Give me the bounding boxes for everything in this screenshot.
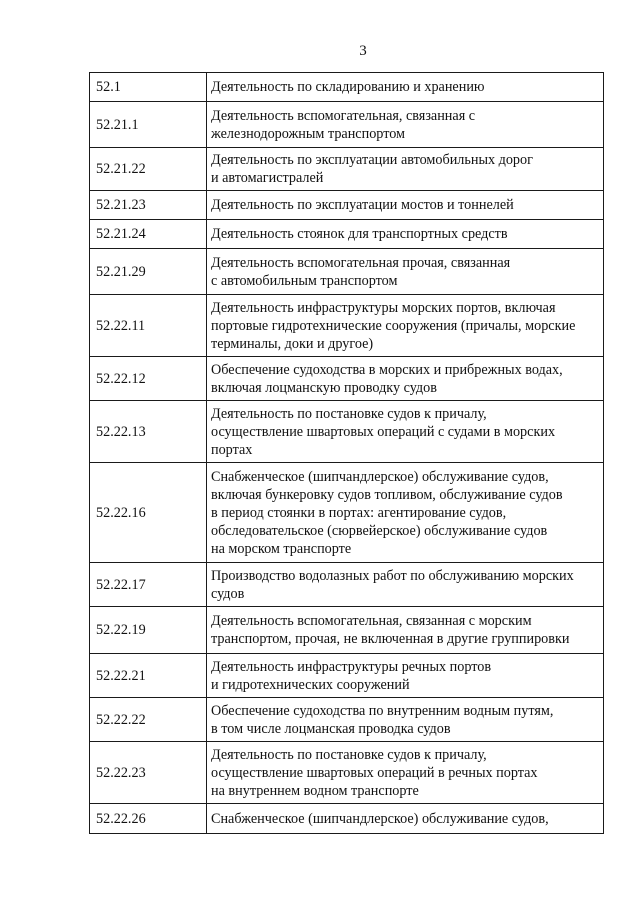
description-line: осуществление швартовых операций в речных портах	[211, 764, 538, 781]
description-line: и гидротехнических сооружений	[211, 676, 410, 693]
activity-code: 52.22.13	[90, 401, 207, 463]
description-line: осуществление швартовых операций с судами в морских	[211, 423, 556, 440]
description-line: Производство водолазных работ по обслуживанию морских	[211, 567, 574, 584]
table-row	[90, 401, 604, 463]
activity-code: 52.21.24	[90, 220, 207, 249]
activity-code: 52.21.22	[90, 148, 207, 191]
activity-code: 52.22.12	[90, 357, 207, 401]
description-line: Обеспечение судоходства по внутренним водным путям,	[211, 702, 554, 719]
table-row	[90, 295, 604, 357]
activity-code: 52.21.23	[90, 191, 207, 220]
description-line: транспортом, прочая, не включенная в другие группировки	[211, 631, 570, 647]
activity-description	[207, 295, 604, 357]
activity-description	[207, 401, 604, 463]
description-line: Деятельность по постановке судов к причалу,	[211, 405, 487, 422]
activity-description	[207, 191, 604, 220]
description-line: на внутреннем водном транспорте	[211, 782, 419, 799]
table-body	[90, 73, 604, 834]
activity-description	[207, 742, 604, 804]
activity-code: 52.22.11	[90, 295, 207, 357]
description-line: портовые гидротехнические сооружения (причалы, морские	[211, 317, 576, 334]
description-line: Деятельность по эксплуатации мостов и тоннелей	[211, 197, 514, 213]
page-number: 3	[359, 43, 367, 59]
activity-code: 52.21.29	[90, 249, 207, 295]
activity-description	[207, 357, 604, 401]
table-row	[90, 357, 604, 401]
description-line: включая лоцманскую проводку судов	[211, 379, 437, 396]
description-line: судов	[211, 585, 245, 602]
description-line: Деятельность вспомогательная, связанная с	[211, 107, 476, 124]
description-line: обследовательское (сюрвейерское) обслуживание судов	[211, 522, 548, 539]
table-row	[90, 148, 604, 191]
description-line: на морском транспорте	[211, 540, 352, 557]
activity-codes-table	[89, 72, 604, 834]
description-line: терминалы, доки и другое)	[211, 335, 374, 352]
activity-description	[207, 804, 604, 834]
description-line: железнодорожным транспортом	[211, 125, 406, 142]
table-row	[90, 220, 604, 249]
table-row	[90, 563, 604, 607]
description-line: Снабженческое (шипчандлерское) обслуживание судов,	[211, 810, 549, 827]
activity-code: 52.22.17	[90, 563, 207, 607]
description-line: в период стоянки в портах: агентирование судов,	[211, 504, 507, 521]
activity-description	[207, 148, 604, 191]
activity-code: 52.22.16	[90, 463, 207, 563]
table-row	[90, 73, 604, 102]
description-line: в том числе лоцманская проводка судов	[211, 720, 451, 737]
activity-code: 52.22.21	[90, 654, 207, 698]
activity-code: 52.22.19	[90, 607, 207, 654]
table-row	[90, 654, 604, 698]
description-line: Деятельность инфраструктуры речных портов	[211, 658, 492, 675]
table-row	[90, 249, 604, 295]
description-line: Деятельность вспомогательная прочая, связанная	[211, 254, 511, 271]
activity-description	[207, 698, 604, 742]
description-line: Деятельность по складированию и хранению	[211, 79, 485, 95]
description-line: с автомобильным транспортом	[211, 272, 398, 289]
description-line: Снабженческое (шипчандлерское) обслуживание судов,	[211, 468, 549, 485]
table-row	[90, 742, 604, 804]
activity-code: 52.22.26	[90, 804, 207, 834]
description-line: Деятельность по постановке судов к причалу,	[211, 746, 487, 763]
table-row	[90, 191, 604, 220]
activity-description	[207, 73, 604, 102]
description-line: Деятельность стоянок для транспортных средств	[211, 226, 508, 242]
activity-description	[207, 563, 604, 607]
activity-code: 52.21.1	[90, 102, 207, 148]
activity-description	[207, 102, 604, 148]
table-row	[90, 102, 604, 148]
description-line: Обеспечение судоходства в морских и прибрежных водах,	[211, 361, 563, 378]
activity-description	[207, 607, 604, 654]
description-line: Деятельность по эксплуатации автомобильных дорог	[211, 152, 533, 168]
table-row	[90, 698, 604, 742]
activity-description	[207, 463, 604, 563]
activity-description	[207, 220, 604, 249]
description-line: Деятельность инфраструктуры морских портов, включая	[211, 299, 556, 316]
description-line: и автомагистралей	[211, 170, 324, 186]
table-row	[90, 463, 604, 563]
activity-description	[207, 249, 604, 295]
activity-description	[207, 654, 604, 698]
table-row	[90, 804, 604, 834]
activity-code: 52.22.22	[90, 698, 207, 742]
table-row	[90, 607, 604, 654]
activity-code: 52.1	[90, 73, 207, 102]
description-line: Деятельность вспомогательная, связанная с морским	[211, 613, 532, 629]
description-line: включая бункеровку судов топливом, обслуживание судов	[211, 486, 563, 503]
activity-code: 52.22.23	[90, 742, 207, 804]
description-line: портах	[211, 441, 253, 458]
